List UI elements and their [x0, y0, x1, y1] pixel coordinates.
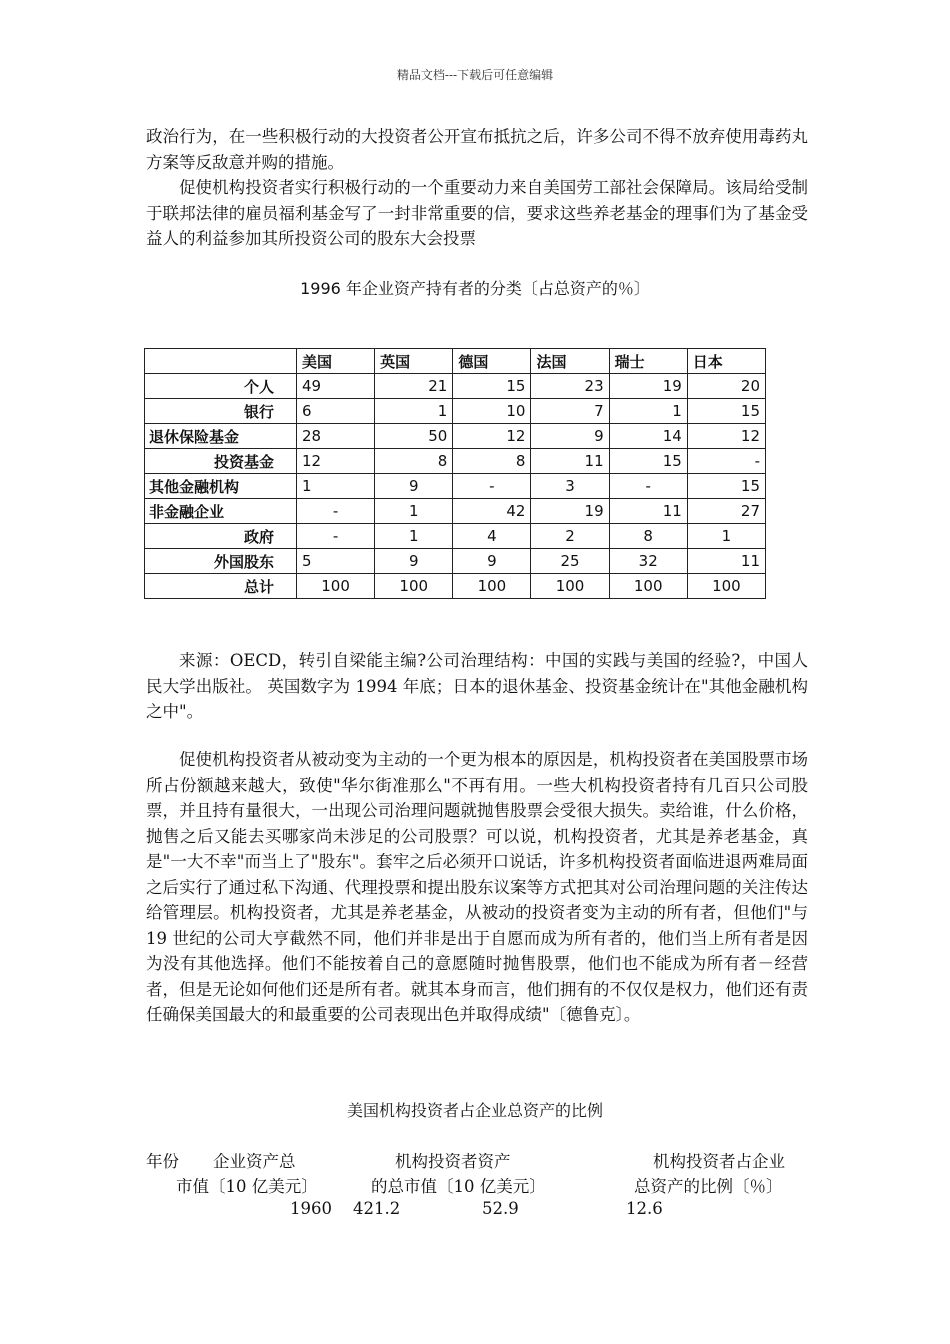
row-total-assets: 421.2: [353, 1199, 401, 1218]
table-cell: -: [297, 524, 375, 549]
header-total-assets-line1: 企业资产总: [213, 1152, 296, 1171]
table-cell: 23: [531, 374, 609, 399]
table-cell: 11: [687, 549, 765, 574]
table-cell: 3: [531, 474, 609, 499]
table-cell: 9: [375, 474, 453, 499]
row-label: 外国股东: [145, 549, 297, 574]
table-row: [145, 424, 766, 449]
table-cell: 100: [453, 574, 531, 599]
table-cell: 1: [375, 399, 453, 424]
table-row: [145, 524, 766, 549]
table-cell: 27: [687, 499, 765, 524]
row-label: 非金融企业: [145, 499, 297, 524]
paragraph-3: 促使机构投资者从被动变为主动的一个更为根本的原因是，机构投资者在美国股票市场所占份额越来越大，致使"华尔街准那么"不再有用。一些大机构投资者持有几百只公司股票，并且持有量很大，一出现公司治理问题就抛售股票会受很大损失。卖给谁，什么价格，抛售之后又能去买哪家尚未涉足的公司股票？可以说，机构投资者，尤其是养老基金，真是"一大不幸"而当上了"股东"。套牢之后必须开口说话，许多机构投资者面临进退两难局面之后实行了通过私下沟通、代理投票和提出股东议案等方式把其对公司治理问题的关注传达给管理层。机构投资者，尤其是养老基金，从被动的投资者变为主动的所有者，但他们"与 19 世纪的公司大亨截然不同，他们并非是出于自愿而成为所有者的，他们当上所有者是因为没有其他选择。他们不能按着自己的意愿随时抛售股票，他们也不能成为所有者－经营者，但是无论如何他们还是所有者。就其本身而言，他们拥有的不仅仅是权力，他们还有责任确保美国最大的和最重要的公司表现出色并取得成绩"〔德鲁克〕。: [146, 750, 808, 1024]
table1-title: 1996 年企业资产持有者的分类〔占总资产的％〕: [300, 279, 650, 298]
row-label: 其他金融机构: [145, 474, 297, 499]
col-header: 德国: [453, 349, 531, 374]
paragraph-2: 促使机构投资者实行积极行动的一个重要动力来自美国劳工部社会保障局。该局给受制于联邦法律的雇员福利基金写了一封非常重要的信，要求这些养老基金的理事们为了基金受益人的利益参加其所投资公司的股东大会投票: [146, 178, 808, 248]
table-cell: 32: [609, 549, 687, 574]
header-total-assets-line2: 市值〔10 亿美元〕: [176, 1177, 318, 1196]
table-cell: 1: [687, 524, 765, 549]
table-cell: 1: [297, 474, 375, 499]
table-cell: -: [687, 449, 765, 474]
header-institutional-assets-line1: 机构投资者资产: [395, 1152, 511, 1171]
row-label: 个人: [145, 374, 297, 399]
table-row: [145, 374, 766, 399]
table-cell: 12: [453, 424, 531, 449]
table-row: [145, 499, 766, 524]
table-cell: 42: [453, 499, 531, 524]
row-label: 银行: [145, 399, 297, 424]
table-cell: 14: [609, 424, 687, 449]
col-header: 英国: [375, 349, 453, 374]
source-note: 来源：OECD，转引自梁能主编?公司治理结构：中国的实践与美国的经验?，中国人民大学出版社。 英国数字为 1994 年底；日本的退休基金、投资基金统计在"其他金融机构之中"。: [146, 651, 808, 721]
page-header: 精品文档---下载后可任意编辑: [396, 68, 554, 82]
table-cell: 12: [687, 424, 765, 449]
row-institutional-assets: 52.9: [482, 1199, 519, 1218]
table-cell: 1: [609, 399, 687, 424]
table-cell: 12: [297, 449, 375, 474]
table-cell: 19: [531, 499, 609, 524]
row-label: 退休保险基金: [145, 424, 297, 449]
table-header-row: [145, 349, 766, 374]
table-cell: 10: [453, 399, 531, 424]
table-cell: 100: [609, 574, 687, 599]
table-cell: 25: [531, 549, 609, 574]
table-cell: 2: [531, 524, 609, 549]
table-cell: 11: [531, 449, 609, 474]
table-cell: 20: [687, 374, 765, 399]
col-header: 瑞士: [609, 349, 687, 374]
table-cell: 1: [375, 499, 453, 524]
table-cell: 100: [375, 574, 453, 599]
table-cell: -: [453, 474, 531, 499]
table-row: [145, 449, 766, 474]
table-cell: 8: [453, 449, 531, 474]
table-cell: 11: [609, 499, 687, 524]
table-cell: 9: [531, 424, 609, 449]
table-cell: 8: [375, 449, 453, 474]
table-cell: 21: [375, 374, 453, 399]
row-label: 投资基金: [145, 449, 297, 474]
table-row: [145, 549, 766, 574]
header-year: 年份: [146, 1152, 179, 1171]
col-header: 法国: [531, 349, 609, 374]
table-cell: 100: [297, 574, 375, 599]
table-row: [145, 574, 766, 599]
table-row: [145, 399, 766, 424]
table-cell: 15: [687, 399, 765, 424]
table-cell: 15: [453, 374, 531, 399]
table-cell: 15: [609, 449, 687, 474]
table-cell: -: [297, 499, 375, 524]
table-row: [145, 474, 766, 499]
table-cell: -: [609, 474, 687, 499]
paragraph-1: 政治行为，在一些积极行动的大投资者公开宣布抵抗之后，许多公司不得不放弃使用毒药丸方案等反敌意并购的措施。: [146, 127, 808, 172]
header-ratio-line1: 机构投资者占企业: [653, 1152, 785, 1171]
table-cell: 9: [375, 549, 453, 574]
col-header: 日本: [687, 349, 765, 374]
asset-holders-table: [144, 348, 766, 599]
table-cell: 28: [297, 424, 375, 449]
table2-title: 美国机构投资者占企业总资产的比例: [346, 1101, 603, 1120]
table-cell: 5: [297, 549, 375, 574]
table-cell: 100: [531, 574, 609, 599]
table-cell: 49: [297, 374, 375, 399]
row-label: 总计: [145, 574, 297, 599]
table-cell: 1: [375, 524, 453, 549]
table-cell: 50: [375, 424, 453, 449]
table-cell: 19: [609, 374, 687, 399]
table-corner-cell: [145, 349, 297, 374]
row-label: 政府: [145, 524, 297, 549]
table-cell: 6: [297, 399, 375, 424]
col-header: 美国: [297, 349, 375, 374]
table-cell: 7: [531, 399, 609, 424]
row-year: 1960: [290, 1199, 332, 1218]
table-cell: 15: [687, 474, 765, 499]
table-cell: 4: [453, 524, 531, 549]
table-cell: 9: [453, 549, 531, 574]
table-cell: 8: [609, 524, 687, 549]
header-ratio-line2: 总资产的比例〔％〕: [634, 1177, 783, 1196]
header-institutional-assets-line2: 的总市值〔10 亿美元〕: [371, 1177, 546, 1196]
row-ratio: 12.6: [626, 1199, 663, 1218]
table-cell: 100: [687, 574, 765, 599]
